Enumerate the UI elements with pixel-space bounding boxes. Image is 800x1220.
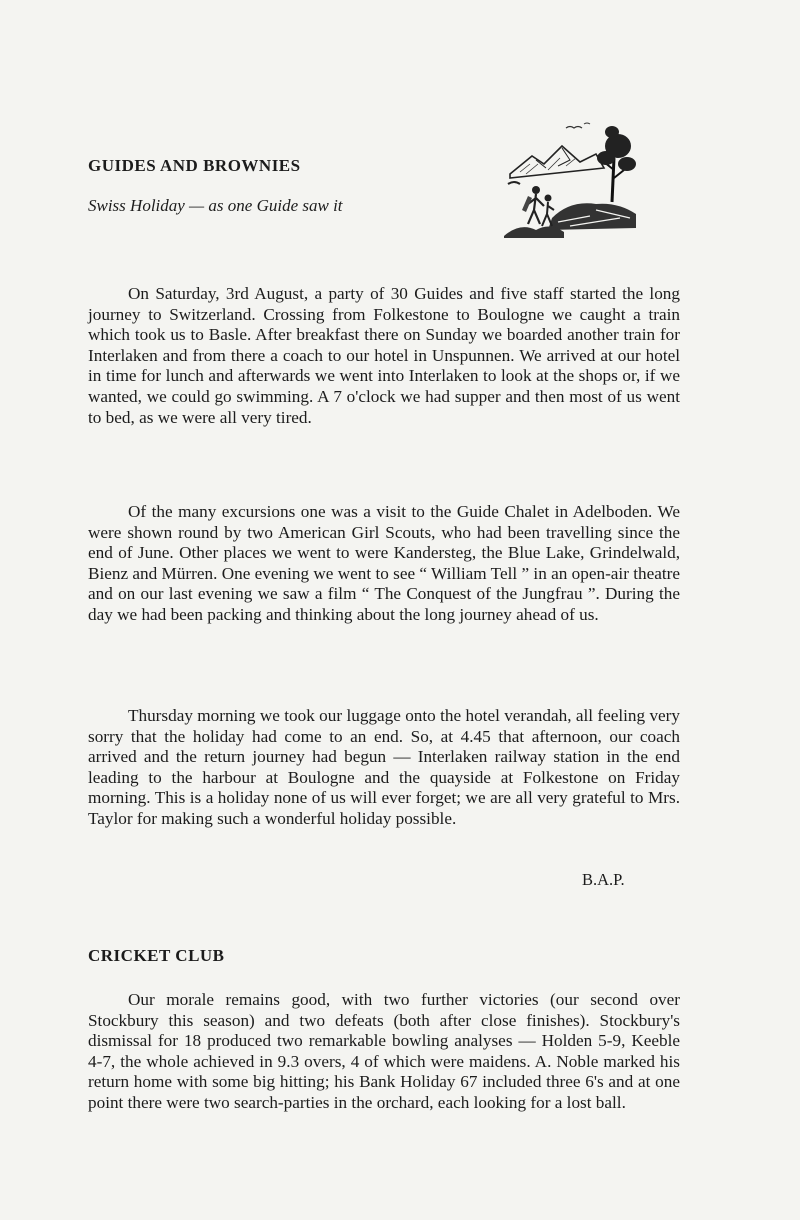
guides-paragraph-2: Of the many excursions one was a visit to the Guide Chalet in Adelboden. We were shown round by two American Girl Scouts, who had been travelling since the end of June. Other places we went to were Kandersteg, the Blue Lake, Grindelwald, Bienz and Mürren. One evening we went to see “ William Tell ” in an open-air theatre and on our last evening we saw a film “ The Conquest of the Jungfrau ”. During the day we had been packing and thinking about the long journey ahead of us. <box>88 502 680 624</box>
guides-subtitle: Swiss Holiday — as one Guide saw it <box>88 196 343 215</box>
guides-signature: B.A.P. <box>582 870 625 889</box>
cricket-paragraph-1: Our morale remains good, with two further victories (our second over Stockbury this season) and two defeats (both after close finishes). Stockbury's dismissal for 18 produced two remarkable bowling analyses — Holden 5-9, Keeble 4-7, the whole achieved in 9.3 overs, 4 of which were maidens. A. Noble marked his return home with some big hitting; his Bank Holiday 67 included three 6's and at one point there were two search-parties in the orchard, each looking for a lost ball. <box>88 990 680 1112</box>
cricket-heading: CRICKET CLUB <box>88 946 225 965</box>
guides-paragraph-1: On Saturday, 3rd August, a party of 30 Guides and five staff started the long journey to Switzerland. Crossing from Folkestone to Boulogne we caught a train which took us to Basle. After breakfast there on Sunday we boarded another train for Interlaken and from there a coach to our hotel in Unspunnen. We arrived at our hotel in time for lunch and afterwards we went into Interlaken to look at the shops or, if we wanted, we could go swimming. A 7 o'clock we had supper and then most of us went to bed, as we were all very tired. <box>88 284 680 427</box>
mountain-hikers-illustration-icon <box>500 118 640 240</box>
guides-paragraph-3: Thursday morning we took our luggage onto the hotel verandah, all feeling very sorry that the holiday had come to an end. So, at 4.45 that afternoon, our coach arrived and the return journey had begun — Interlaken railway station in the end leading to the harbour at Boulogne and the quayside at Folkestone on Friday morning. This is a holiday none of us will ever forget; we are all very grateful to Mrs. Taylor for making such a wonderful holiday possible. <box>88 706 680 828</box>
guides-heading: GUIDES AND BROWNIES <box>88 156 301 175</box>
